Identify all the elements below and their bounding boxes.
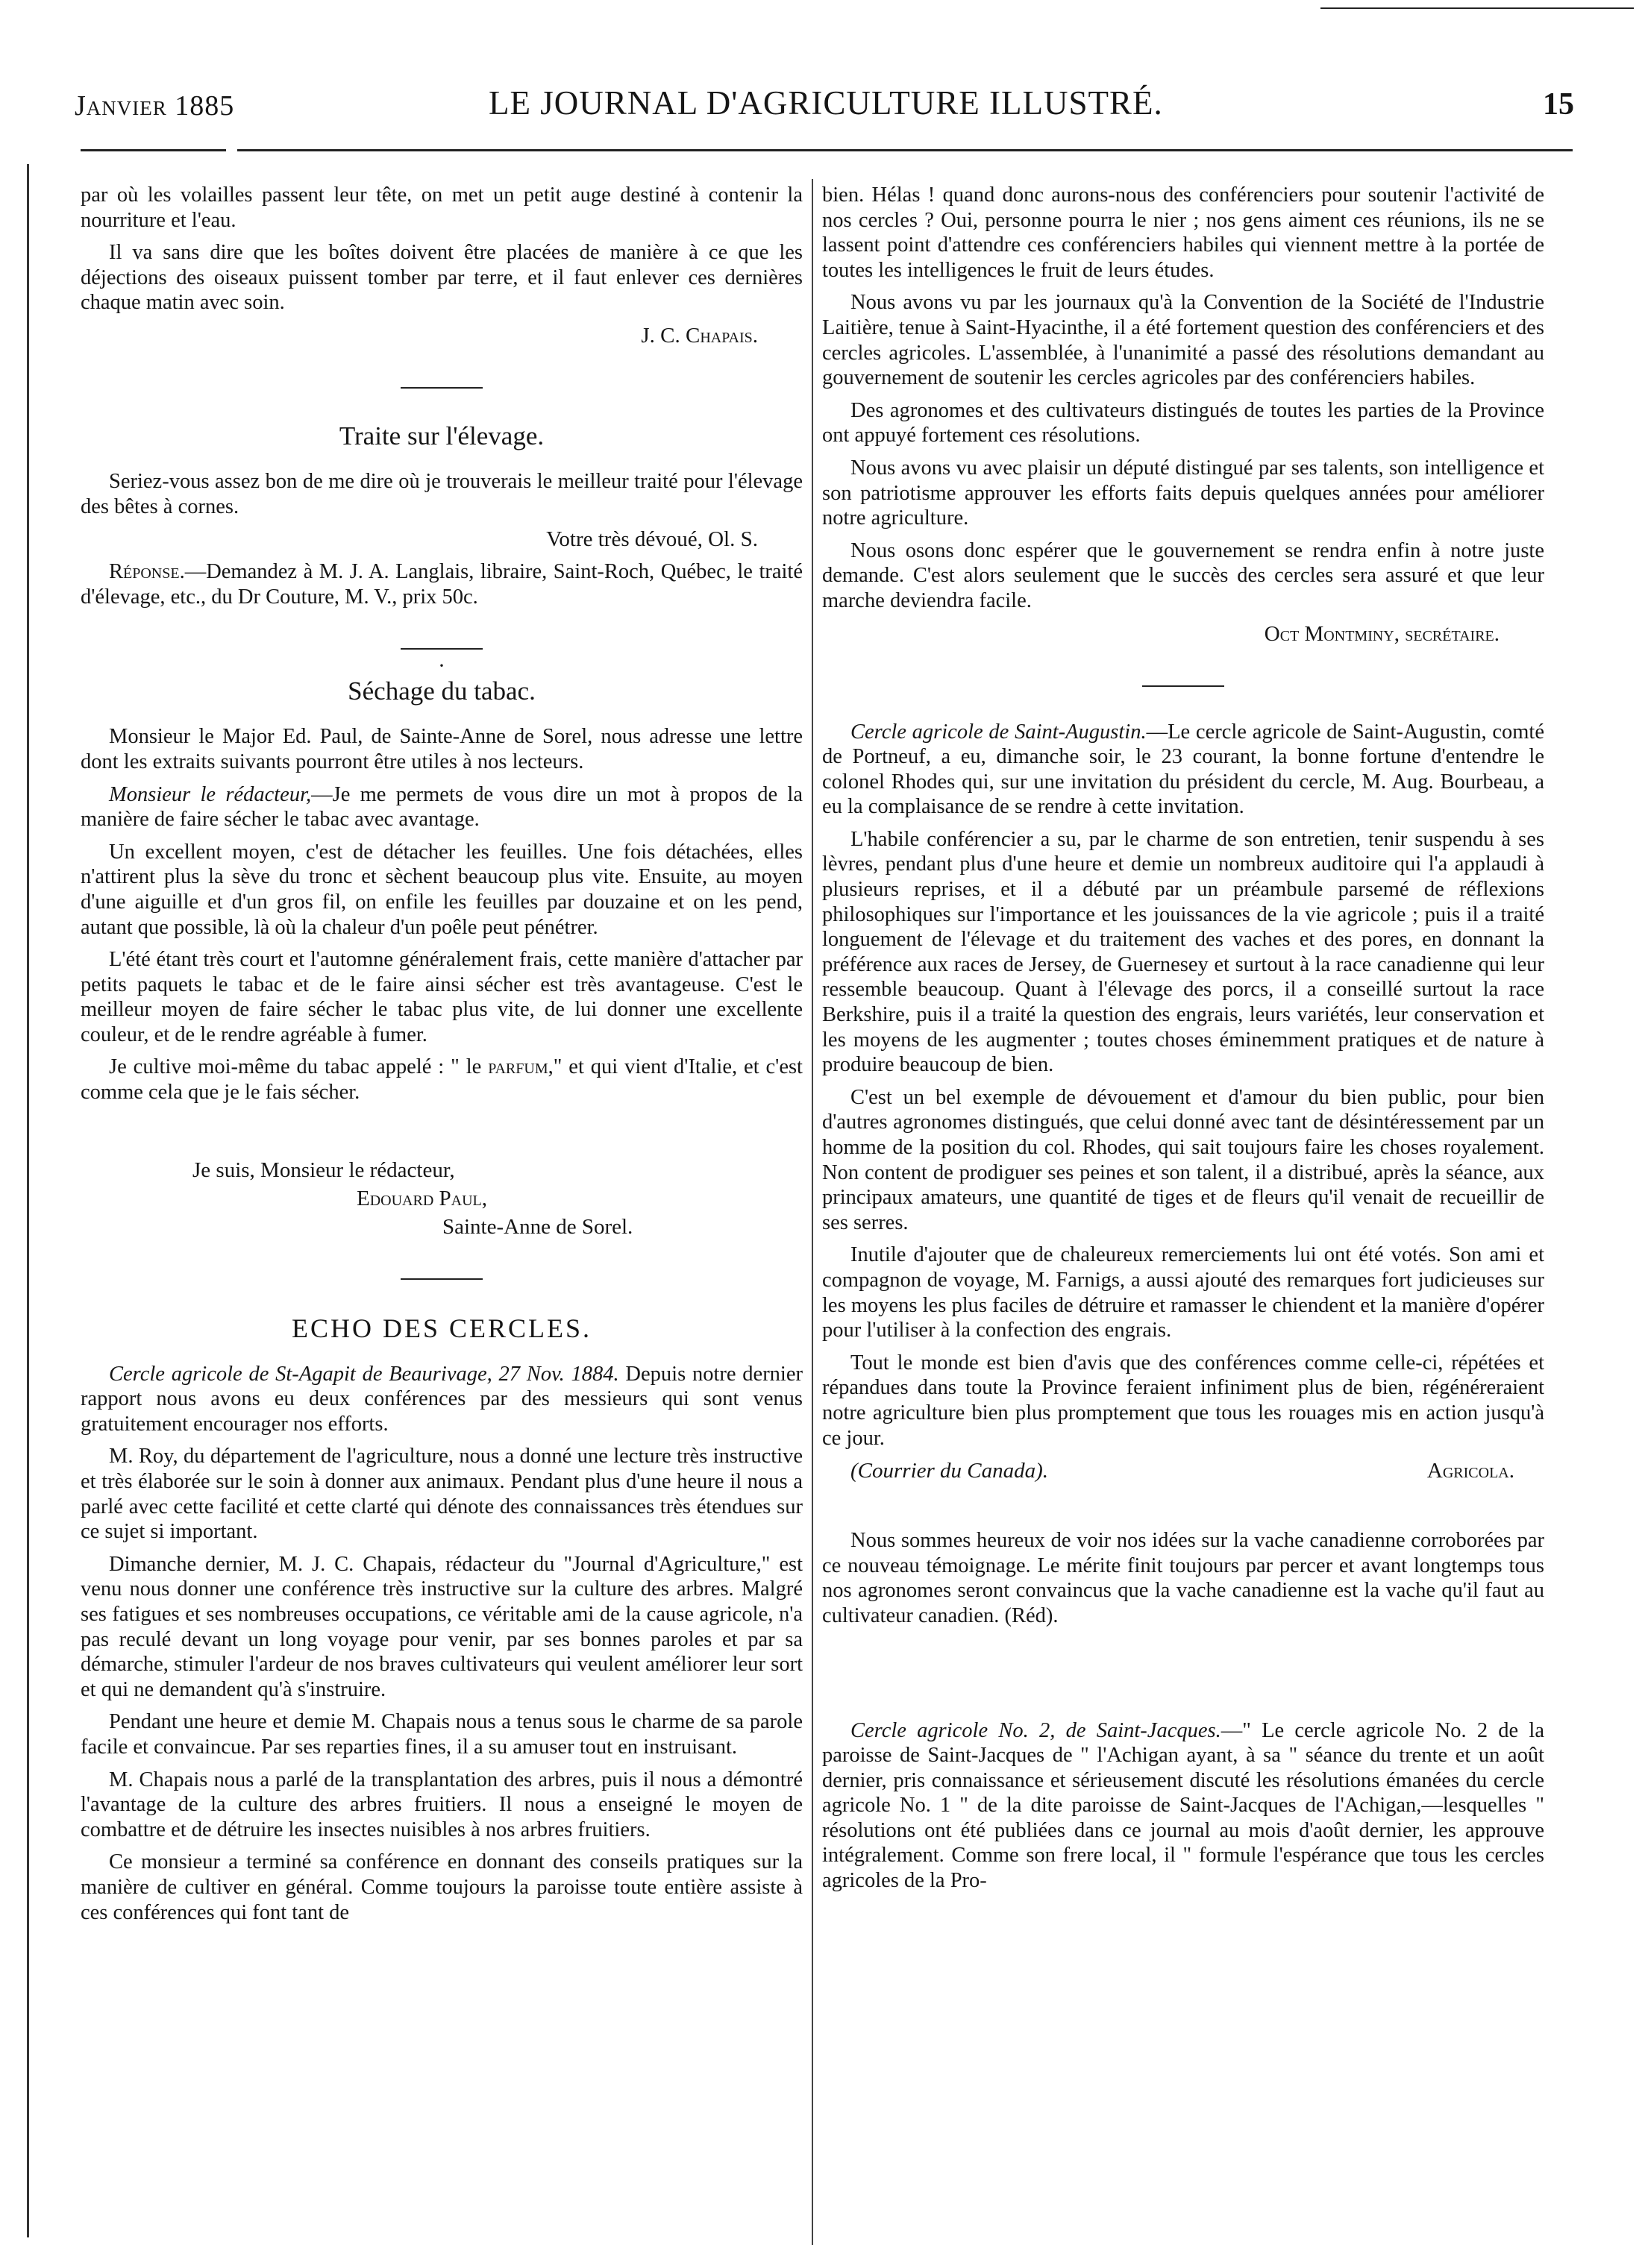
spacer [822,1483,1544,1528]
paragraph [81,559,803,609]
signature: J. C. Chapais. [641,323,758,348]
tobacco-name: parfum [488,1055,548,1079]
paragraph: M. Chapais nous a parlé de la transplantation des arbres, puis il nous a démontré l'avantage de la culture des arbres fruitiers. Il nous a enseigné le moyen de combattre et de détruire les insectes nuisibles à nos arbres fruitiers. [81,1768,803,1841]
cercle-name: Cercle agricole de St-Agapit de Beaurivage, 27 Nov. 1884. [109,1362,619,1386]
left-margin-line [27,164,29,2237]
paragraph [81,1362,803,1437]
paragraph: Monsieur le Major Ed. Paul, de Sainte-Anne de Sorel, nous adresse une lettre dont les extraits suivants pourront être utiles à nos lecteurs. [81,725,803,773]
section-divider [401,1278,483,1280]
reponse-text: —Demandez à M. J. A. Langlais, libraire, Saint-Roch, Québec, le traité d'élevage, etc., du Dr Couture, M. V., prix 50c. [81,560,803,609]
paragraph: Un excellent moyen, c'est de détacher les feuilles. Une fois détachées, elles n'attirent plus la sève du tronc et sèchent beaucoup plus vite. Ensuite, au moyen d'une aiguille et d'un gros fil, on enfile les feuilles par douzaine et on les pend, autant que possible, là où la chaleur d'un poêle peut pénétrer. [81,840,803,939]
paragraph: Il va sans dire que les boîtes doivent être placées de manière à ce que les déjections des oiseaux puissent tomber par terre, et il faut enlever ces dernières chaque matin avec soin. [81,241,803,315]
paragraph [822,1718,1544,1894]
paragraph: L'été étant très court et l'automne généralement frais, cette manière d'attacher par petits paquets le tabac et de le faire ainsi sécher est très avantageuse. C'est le meilleur moyen de faire sécher le tabac plus vite, de lui donner une excellente couleur, et de le rendre agréable à fumer. [81,948,803,1046]
cercle-name: Cercle agricole No. 2, de Saint-Jacques. [850,1718,1221,1742]
divider-dot: · [438,653,445,679]
signature: Votre très dévoué, Ol. S. [546,527,758,552]
paragraph: bien. Hélas ! quand donc aurons-nous des conférenciers pour soutenir l'activité de nos cercles ? Oui, personne pourra le nier ; nos gens aiment ces réunions, ils ne se lassent point d'attendre ces conférenciers habiles qui viennent mettre à la portée de toutes les intelligences le fruit de leurs études. [822,183,1544,282]
paragraph: Des agronomes et des cultivateurs distingués de toutes les parties de la Province ont appuyé fortement ces résolutions. [822,398,1544,447]
paragraph [822,720,1544,820]
paragraph-text: ," et qui vient d'Italie, et c'est comme cela que je le fais sécher. [81,1055,803,1105]
section-title: ECHO DES CERCLES. [291,1313,592,1343]
paragraph: Pendant une heure et demie M. Chapais nous a tenus sous le charme de sa parole facile et convaincue. Par ses reparties fines, il a su amuser tout en instruisant. [81,1710,803,1759]
salutation: Monsieur le rédacteur, [109,782,312,806]
source-credit: (Courrier du Canada). [850,1459,1049,1483]
page-header [75,84,1574,128]
paragraph-text: —Le cercle agricole de Saint-Augustin, comté de Portneuf, a eu, dimanche soir, le 23 courant, la bonne fortune d'entendre le colonel Rhodes qui, sur une invitation du président du cercle, M. Aug. Bourbeau, a eu la complaisance de se rendre à cette invitation. [822,720,1544,819]
paragraph [81,782,803,832]
paragraph: Dimanche dernier, M. J. C. Chapais, rédacteur du "Journal d'Agriculture," est venu nous donner une conférence très instructive sur la culture des arbres. Malgré ses fatigues et ses nombreuses occupations, ce véritable ami de la cause agricole, n'a pas reculé devant un long voyage pour venir, par ses bonnes paroles et par sa démarche, stimuler l'ardeur de nos braves cultivateurs qui veulent améliorer leur sort et qui ne demandent qu'à s'instruire. [81,1552,803,1701]
top-edge-rule [1320,7,1634,9]
paragraph-text: Je cultive moi-même du tabac appelé : " le [109,1055,489,1079]
signature: Agricola. [1426,1459,1514,1483]
paragraph: Nous osons donc espérer que le gouvernement se rendra enfin à notre juste demande. C'est alors seulement que le succès des cercles sera assuré et que leur marche deviendra facile. [822,538,1544,612]
paragraph: Ce monsieur a terminé sa conférence en donnant des conseils pratiques sur la manière de cultiver en général. Comme toujours la paroisse toute entière assiste à ces conférences qui font tant de [81,1850,803,1924]
column-separator [812,179,813,2245]
section-title: Séchage du tabac. [348,676,536,706]
closing-name: Edouard Paul, [357,1186,488,1210]
paragraph: L'habile conférencier a su, par le charme de son entretien, tenir suspendu à ses lèvres, pendant plus d'une heure et demie un nombreux auditoire qui l'a applaudi à plusieurs reprises, et il a débuté par un préambule parsemé de réflexions philosophiques sur l'importance et les jouissances de la vie agricole ; puis il a traité longuement de l'élevage et du traitement des vaches et des pores, en donnant la préférence aux races de Jersey, de Guernesey et surtout à la race canadienne qui leur ressemble beaucoup. Quant à l'élevage des porcs, il a conseillé surtout la race Berkshire, puis il a traité la question des engrais, leurs variétés, leur conservation et les moyens de les augmenter ; toutes choses éminemment pratiques et de nature à produire beaucoup de bien. [822,827,1544,1077]
header-rule-left [81,149,226,151]
header-rule-right [237,149,1573,151]
reponse-label: Réponse. [109,560,185,584]
closing-line: Je suis, Monsieur le rédacteur, [192,1157,455,1182]
closing-place: Sainte-Anne de Sorel. [442,1214,633,1239]
header-title: LE JOURNAL D'AGRICULTURE ILLUSTRÉ. [489,84,1163,122]
header-date: Janvier 1885 [75,90,235,122]
paragraph: par où les volailles passent leur tête, on met un petit auge destiné à contenir la nourriture et l'eau. [81,183,803,232]
paragraph: Nous avons vu par les journaux qu'à la Convention de la Société de l'Industrie Laitière, tenue à Saint-Hyacinthe, il a été fortement question des conférenciers et des cercles agricoles. L'assemblée, à l'unanimité a passé des résolutions demandant au gouvernement de soutenir les cercles agricoles par des conférenciers habiles. [822,291,1544,390]
signature: Oct Montminy, secrétaire. [1264,621,1500,646]
paragraph: M. Roy, du département de l'agriculture, nous a donné une lecture très instructive et très élaborée sur le soin à donner aux animaux. Pendant plus d'une heure il nous a parlé avec cette facilité et cette clarté qui dénote des connaissances très étendues sur ce sujet si important. [81,1445,803,1544]
left-column [81,183,803,2241]
section-divider [1142,685,1224,687]
paragraph-text: —" Le cercle agricole No. 2 de la paroisse de Saint-Jacques de " l'Achigan ayant, à sa " séance du trente et un août dernier, pris connaissance et sérieusement discuté les résolutions émanées du cercle agricole No. 1 " de la dite paroisse de Saint-Jacques de l'Achigan,—lesquelles " résolutions ont été publiées dans ce journal au mois d'août dernier, les approuve intégralement. Comme son frere local, il " formule l'espérance que tous les cercles agricoles de la Pro- [822,1718,1544,1893]
right-column [822,183,1544,2241]
paragraph: Inutile d'ajouter que de chaleureux remerciements lui ont été votés. Son ami et compagnon de voyage, M. Farnigs, a aussi ajouté des remarques fort judicieuses sur les moyens les plus faciles de détruire et ramasser le chiendent et la manière d'opérer pour l'utiliser à la confection des engrais. [822,1243,1544,1342]
section-divider [401,387,483,389]
paragraph: Nous sommes heureux de voir nos idées sur la vache canadienne corroborées par ce nouveau témoignage. Le mérite finit toujours par percer et avant longtemps tous nos agronomes seront convaincus que la vache canadienne est la vache qu'il faut au cultivateur canadien. (Réd). [822,1529,1544,1627]
paragraph-text: Depuis notre dernier rapport nous avons eu deux conférences par des messieurs qui sont venus gratuitement encourager nos efforts. [81,1362,803,1436]
cercle-name: Cercle agricole de Saint-Augustin. [850,720,1147,744]
section-divider [401,648,483,650]
spacer [822,1636,1544,1718]
source-line [822,1458,1544,1483]
header-page-number: 15 [1543,87,1574,122]
section-title: Traite sur l'élevage. [339,421,545,450]
paragraph: Tout le monde est bien d'avis que des conférences comme celle-ci, répétées et répandues dans toute la Province feraient infiniment plus de bien, régénéreraient notre agriculture bien plus promptement que tous les rouages mis en action jusqu'à ce jour. [822,1351,1544,1450]
paragraph [81,1055,803,1105]
paragraph: C'est un bel exemple de dévouement et d'amour du bien public, pour bien d'autres agronomes distingués, que celui donné avec tant de désintéressement par un homme de la position du col. Rhodes, qui sait toujours faire les choses royalement. Non content de prodiguer ses peines et son talent, il a distribué, après la séance, aux principaux amateurs, une quantité de tiges et de fleurs qu'il venait de recueillir de ses serres. [822,1085,1544,1234]
paragraph: Seriez-vous assez bon de me dire où je trouverais le meilleur traité pour l'élevage des bêtes à cornes. [81,469,803,518]
paragraph-text: —Je me permets de vous dire un mot à propos de la manière de faire sécher le tabac avec avantage. [81,782,803,832]
spacer [81,1113,803,1157]
paragraph: Nous avons vu avec plaisir un député distingué par ses talents, son intelligence et son patriotisme approuver les efforts faits depuis quelques années pour améliorer notre agriculture. [822,456,1544,530]
